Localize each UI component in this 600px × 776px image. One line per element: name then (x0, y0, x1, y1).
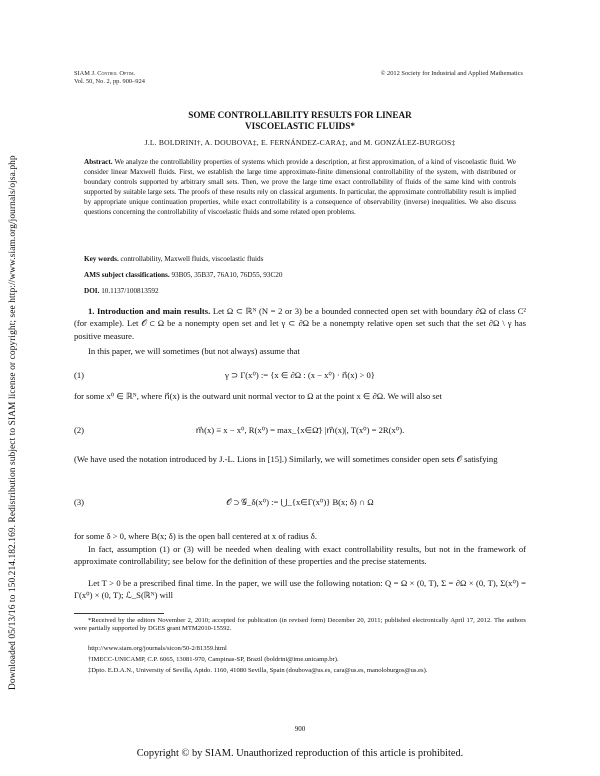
doi-text: 10.1137/100813592 (101, 287, 159, 295)
keywords-label: Key words. (84, 255, 119, 263)
download-notice: Downloaded 05/13/16 to 150.214.182.169. Redistribution subject to SIAM license or copyright; see http://www.siam.org/journals/ojsa.php (8, 155, 18, 690)
equation-1-body: γ ⊃ Γ(x⁰) := {x ∈ ∂Ω : (x − x⁰) · n⃗(x) > 0} (225, 370, 375, 380)
journal-name: SIAM J. Control Optim. (74, 70, 136, 77)
keywords (84, 255, 516, 263)
abstract-text: We analyze the controllability properties of systems which provide a description, at first approximation, of a kind of viscoelastic fluid. We consider linear Maxwell fluids. First, we establish the large time approximate-finite dimensional controllability of the system, with distributed or boundary controls supported by arbitrary small sets. Then, we prove the large time exact controllability of fluids of the same kind with controls supported by suitable large sets. The proofs of these results rely on classical arguments. In particular, the approximate controllability result is implied by appropriate unique continuation properties, while exact controllability is a consequence of observability (inverse) inequalities. We also discuss questions concerning the controllability of viscoelastic fluids and some related open problems. (84, 158, 517, 216)
author-list: J.L. BOLDRINI†, A. DOUBOVA‡, E. FERNÁNDEZ-CARA‡, and M. GONZÁLEZ-BURGOS‡ (144, 138, 456, 147)
equation-3-number: (3) (74, 497, 85, 507)
equation-2-body: m⃗(x) ≡ x − x⁰, R(x⁰) = max_{x∈Ω̄} |m⃗(x)|, T(x⁰) = 2R(x⁰). (195, 425, 405, 435)
section-1-p1: Let Ω ⊂ ℝᴺ (N = 2 or 3) be a bounded connected open set with boundary ∂Ω of class C² (for example). Let 𝒪 ⊂ Ω be a nonempty open set and let γ ⊂ ∂Ω be a nonempty relative open set such that the set ∂Ω \ γ has positive measure. (74, 306, 527, 341)
equation-3 (74, 497, 526, 511)
ams-label: AMS subject classifications. (84, 271, 170, 279)
title-line-2: VISCOELASTIC FLUIDS* (244, 121, 356, 131)
section-1-p7: Let T > 0 be a prescribed final time. In the paper, we will use the following notation: Q = Ω × (0, T), Σ = ∂Ω × (0, T), Σ(x⁰) = Γ(x⁰) × (0, T); ℒ_S(ℝᴺ) will (74, 578, 526, 601)
footnote-received: *Received by the editors November 2, 2010; accepted for publication (in revised form) December 20, 2011; published electronically April 17, 2012. The authors were partially supported by DGES grant MTM2010-15592. (74, 617, 526, 633)
footnote-imecc: †IMECC-UNICAMP, C.P. 6065, 13081-970, Campinas-SP, Brazil (boldrini@ime.unicamp.br). (88, 656, 339, 663)
equation-2 (74, 425, 526, 439)
equation-1 (74, 370, 526, 384)
ams-classification (84, 271, 516, 279)
header-copyright: © 2012 Society for Industrial and Applied Mathematics (380, 70, 523, 77)
section-1-p3: for some x⁰ ∈ ℝᴺ, where n⃗(x) is the outward unit normal vector to Ω at the point x ∈ ∂Ω. We will also set (74, 391, 442, 401)
section-1-p4: (We have used the notation introduced by J.-L. Lions in [15].) Similarly, we will sometimes consider open sets 𝒪 satisfying (74, 454, 498, 464)
abstract-label: Abstract. (84, 158, 113, 166)
page-number: 900 (294, 725, 306, 733)
bottom-copyright-notice: Copyright © by SIAM. Unauthorized reproduction of this article is prohibited. (136, 748, 464, 759)
doi-label: DOI. (84, 287, 100, 295)
journal-volume: Vol. 50, No. 2, pp. 900–924 (74, 78, 145, 85)
ams-text: 93B05, 35B37, 76A10, 76D55, 93C20 (171, 271, 283, 279)
abstract (84, 157, 516, 217)
section-1-heading: 1. Introduction and main results. (88, 306, 211, 316)
download-sidebar (0, 110, 16, 690)
equation-3-body: 𝒪 ⊃ 𝒢_δ(x⁰) := ⋃_{x∈Γ(x⁰)} B(x; δ) ∩ Ω (226, 497, 374, 507)
keywords-text: controllability, Maxwell fluids, viscoelastic fluids (120, 255, 264, 263)
title-line-1: SOME CONTROLLABILITY RESULTS FOR LINEAR (188, 110, 412, 120)
footnote-url[interactable]: http://www.siam.org/journals/sicon/50-2/81359.html (88, 645, 227, 652)
section-1-paragraph-1 (74, 305, 526, 342)
journal-header (74, 70, 145, 86)
paper-title (74, 110, 526, 132)
footnote-sevilla: ‡Dpto. E.D.A.N., University of Sevilla, Aptdo. 1160, 41080 Sevilla, Spain (doubova@us.es, cara@us.es, manoloburgos@us.es). (88, 667, 428, 674)
equation-1-number: (1) (74, 370, 85, 380)
doi (84, 287, 516, 295)
section-1-p2: In this paper, we will sometimes (but not always) assume that (88, 346, 300, 356)
footnote-divider (74, 613, 164, 614)
section-1-p5: for some δ > 0, where B(x; δ) is the open ball centered at x of radius δ. (74, 531, 317, 541)
equation-2-number: (2) (74, 425, 85, 435)
section-1-p6: In fact, assumption (1) or (3) will be needed when dealing with exact controllability results, but not in the framework of approximate controllability; see below for the definition of these properties and the precise statements. (74, 544, 526, 567)
